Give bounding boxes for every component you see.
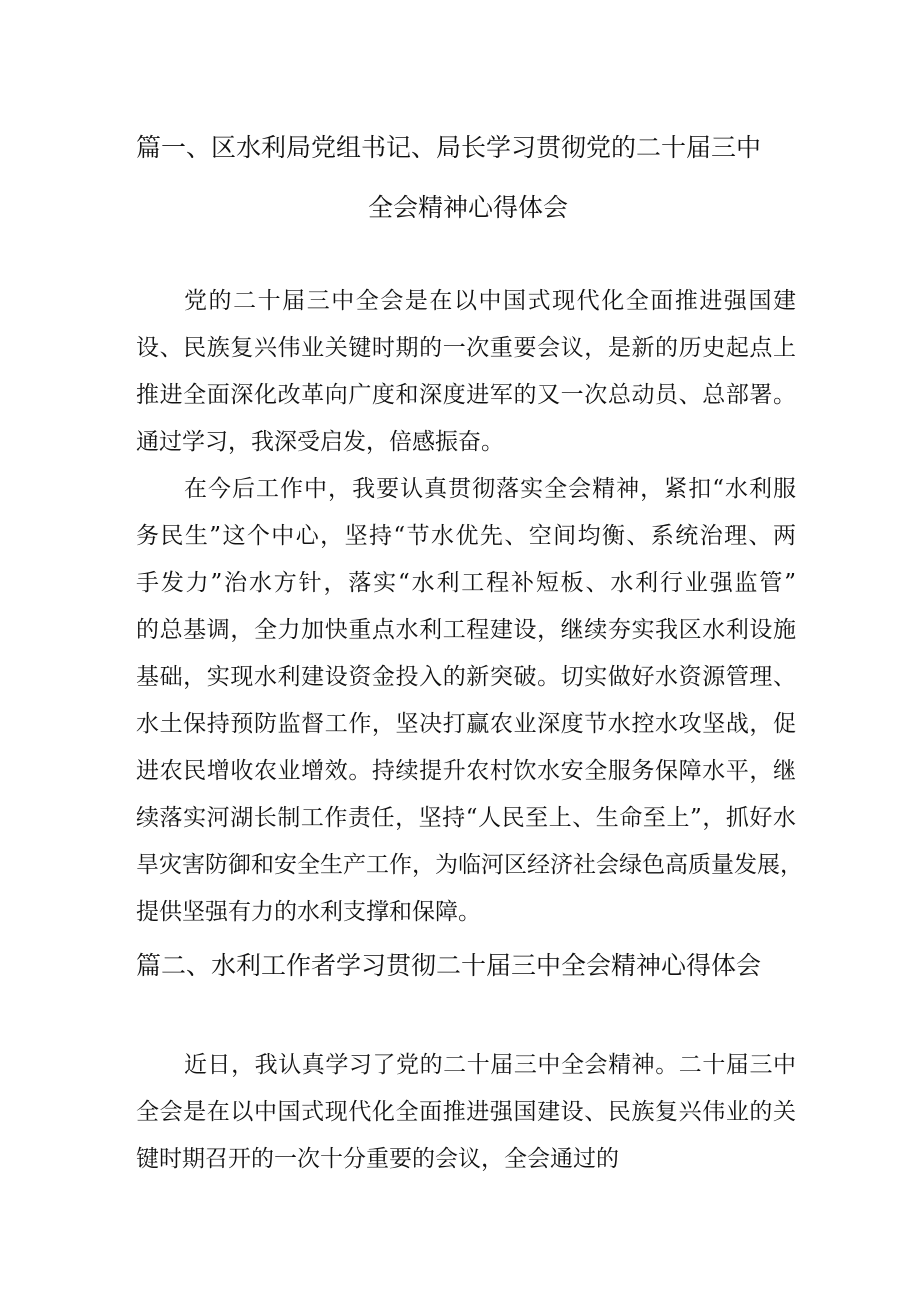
paragraph-line: 水土保持预防监督工作，坚决打赢农业深度节水控水攻坚战，促	[136, 711, 796, 737]
section1-title-line2: 全会精神心得体会	[368, 193, 569, 222]
paragraph-line: 务民生”这个中心，坚持“节水优先、空间均衡、系统治理、两	[136, 523, 796, 549]
paragraph-line: 近日，我认真学习了党的二十届三中全会精神。二十届三中	[184, 1052, 796, 1078]
paragraph-line: 党的二十届三中全会是在以中国式现代化全面推进强国建	[184, 288, 796, 314]
paragraph-line: 进农民增收农业增效。持续提升农村饮水安全服务保障水平，继	[136, 758, 796, 784]
paragraph-line: 提供坚强有力的水利支撑和保障。	[136, 899, 481, 925]
paragraph-line: 通过学习，我深受启发，倍感振奋。	[136, 429, 504, 455]
paragraph-line: 键时期召开的一次十分重要的会议，全会通过的	[136, 1146, 619, 1172]
paragraph-line: 续落实河湖长制工作责任，坚持“人民至上、生命至上”，抓好水	[136, 805, 796, 831]
paragraph-line: 设、民族复兴伟业关键时期的一次重要会议，是新的历史起点上	[136, 335, 796, 361]
paragraph-line: 基础，实现水利建设资金投入的新突破。切实做好水资源管理、	[136, 664, 796, 690]
paragraph-line: 手发力”治水方针，落实“水利工程补短板、水利行业强监管”	[136, 570, 796, 596]
paragraph-line: 的总基调，全力加快重点水利工程建设，继续夯实我区水利设施	[136, 617, 796, 643]
paragraph-line: 旱灾害防御和安全生产工作，为临河区经济社会绿色高质量发展，	[136, 852, 803, 878]
section2-title: 篇二、水利工作者学习贯彻二十届三中全会精神心得体会	[136, 951, 762, 980]
section1-title-line1: 篇一、区水利局党组书记、局长学习贯彻党的二十届三中	[136, 133, 762, 162]
paragraph-line: 在今后工作中，我要认真贯彻落实全会精神，紧扣“水利服	[184, 476, 796, 502]
paragraph-line: 推进全面深化改革向广度和深度进军的又一次总动员、总部署。	[136, 382, 796, 408]
paragraph-line: 全会是在以中国式现代化全面推进强国建设、民族复兴伟业的关	[136, 1099, 796, 1125]
